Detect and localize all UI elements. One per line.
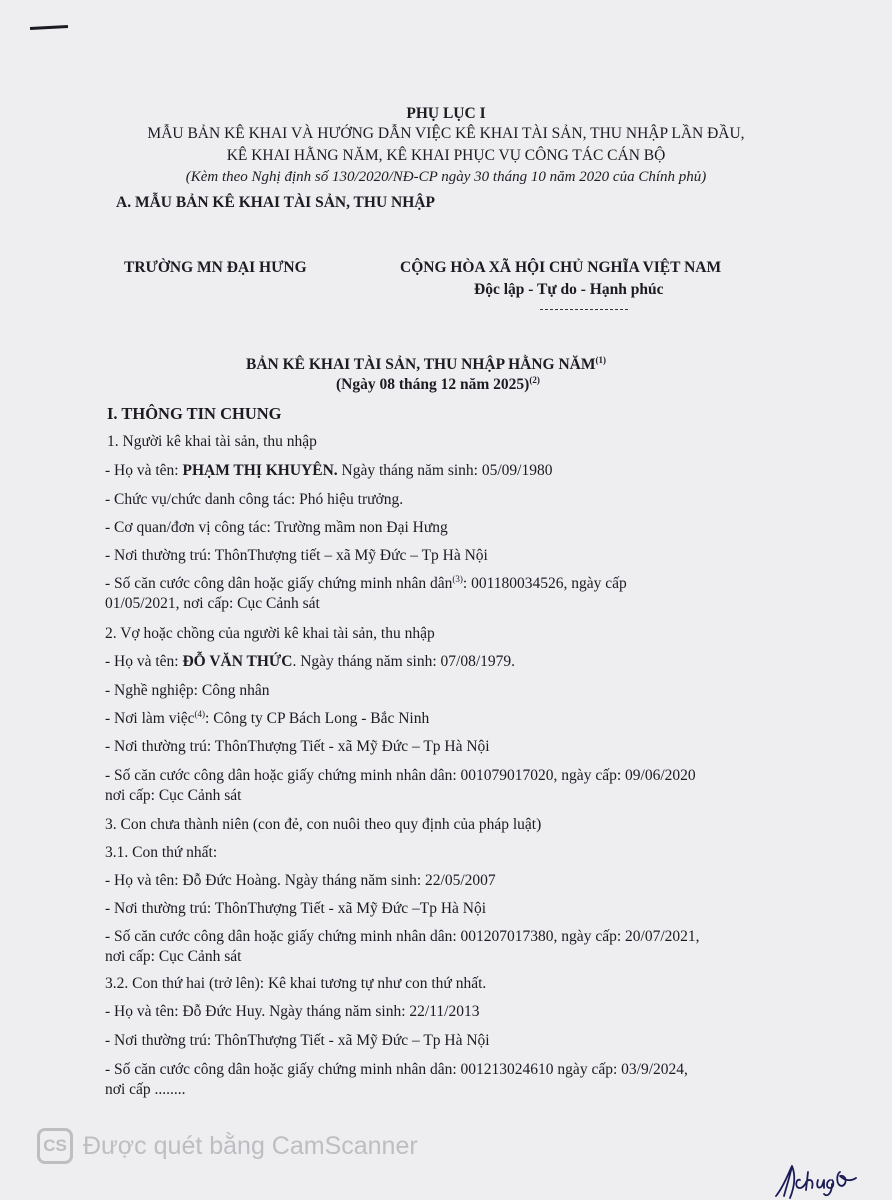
footnote-3: (3) [452,573,463,584]
child2-id-line2: nơi cấp ........ [105,1081,186,1098]
footnote-2: (2) [529,374,540,385]
declarant-position: - Chức vụ/chức danh công tác: Phó hiệu trưởng. [105,491,404,508]
child2-name: - Họ và tên: Đỗ Đức Huy. Ngày tháng năm sinh: 22/11/2013 [105,1003,480,1020]
declaration-title-text: BẢN KÊ KHAI TÀI SẢN, THU NHẬP HẰNG NĂM [246,356,596,373]
declarant-heading: 1. Người kê khai tài sản, thu nhập [107,433,317,450]
declaration-date [336,375,540,395]
section-a-heading: A. MẪU BẢN KÊ KHAI TÀI SẢN, THU NHẬP [116,194,435,211]
declarant-dob: Ngày tháng năm sinh: 05/09/1980 [337,462,553,479]
child1-heading: 3.1. Con thứ nhất: [105,844,218,861]
spouse-id-line1: - Số căn cước công dân hoặc giấy chứng minh nhân dân: 001079017020, ngày cấp: 09/06/2020 [105,767,696,784]
declaration-date-text: (Ngày 08 tháng 12 năm 2025) [336,376,530,393]
spouse-job: - Nghề nghiệp: Công nhân [105,682,270,699]
name-label: - Họ và tên: [105,653,183,670]
handwritten-signature [770,1158,880,1200]
child2-heading: 3.2. Con thứ hai (trở lên): Kê khai tương tự như con thứ nhất. [105,975,487,992]
spouse-heading: 2. Vợ hoặc chồng của người kê khai tài sản, thu nhập [105,625,435,642]
corner-dash-mark [30,25,68,30]
declarant-name: PHẠM THỊ KHUYÊN. [182,462,338,479]
spouse-name-row [105,652,515,672]
child1-id-line1: - Số căn cước công dân hoặc giấy chứng minh nhân dân: 001207017380, ngày cấp: 20/07/2021, [105,928,700,945]
form-title-line2: KÊ KHAI HẰNG NĂM, KÊ KHAI PHỤC VỤ CÔNG TÁC CÁN BỘ [226,147,666,164]
spouse-id-line2: nơi cấp: Cục Cảnh sát [105,787,242,804]
motto-underline [540,309,628,310]
spouse-workplace-value: : Công ty CP Bách Long - Bắc Ninh [205,710,430,727]
decree-reference: (Kèm theo Nghị định số 130/2020/NĐ-CP ngày 30 tháng 10 năm 2020 của Chính phủ) [185,169,707,185]
watermark-text: Được quét bằng CamScanner [83,1131,418,1160]
child2-residence: - Nơi thường trú: ThônThượng Tiết - xã Mỹ Đức – Tp Hà Nội [105,1032,490,1049]
camscanner-logo-icon: CS [37,1128,73,1164]
section-1-heading: I. THÔNG TIN CHUNG [107,404,282,423]
camscanner-watermark [37,1128,418,1164]
declarant-id-line1 [105,574,627,594]
declaration-title [246,355,606,375]
child2-id-line1: - Số căn cước công dân hoặc giấy chứng minh nhân dân: 001213024610 ngày cấp: 03/9/2024, [105,1061,688,1078]
national-motto: Độc lập - Tự do - Hạnh phúc [474,281,664,298]
child1-residence: - Nơi thường trú: ThônThượng Tiết - xã Mỹ Đức –Tp Hà Nội [105,900,487,917]
declarant-name-row [105,461,552,481]
name-label: - Họ và tên: [105,462,183,479]
declarant-agency: - Cơ quan/đơn vị công tác: Trường mầm non Đại Hưng [105,519,448,536]
children-heading: 3. Con chưa thành niên (con đẻ, con nuôi theo quy định của pháp luật) [105,816,542,833]
child1-id-line2: nơi cấp: Cục Cảnh sát [105,948,242,965]
country-name: CỘNG HÒA XÃ HỘI CHỦ NGHĨA VIỆT NAM [400,259,722,276]
footnote-4: (4) [194,708,206,719]
footnote-1: (1) [595,354,607,365]
declarant-residence: - Nơi thường trú: ThônThượng tiết – xã Mỹ Đức – Tp Hà Nội [105,547,488,564]
spouse-name: ĐỖ VĂN THỨC [182,653,293,670]
id-label: - Số căn cước công dân hoặc giấy chứng minh nhân dân [105,575,453,592]
form-title-line1: MẪU BẢN KÊ KHAI VÀ HƯỚNG DẪN VIỆC KÊ KHAI TÀI SẢN, THU NHẬP LẦN ĐẦU, [147,125,745,142]
school-name: TRƯỜNG MN ĐẠI HƯNG [124,259,307,276]
child1-name: - Họ và tên: Đỗ Đức Hoàng. Ngày tháng năm sinh: 22/05/2007 [105,872,496,889]
workplace-label: - Nơi làm việc [105,710,195,727]
declarant-id-number: : 001180034526, ngày cấp [462,575,627,592]
declarant-id-line2: 01/05/2021, nơi cấp: Cục Cảnh sát [105,595,320,612]
appendix-title: PHỤ LỤC I [406,105,486,122]
spouse-residence: - Nơi thường trú: ThônThượng Tiết - xã Mỹ Đức – Tp Hà Nội [105,738,490,755]
spouse-dob: . Ngày tháng năm sinh: 07/08/1979. [292,653,516,670]
spouse-workplace [105,709,429,729]
